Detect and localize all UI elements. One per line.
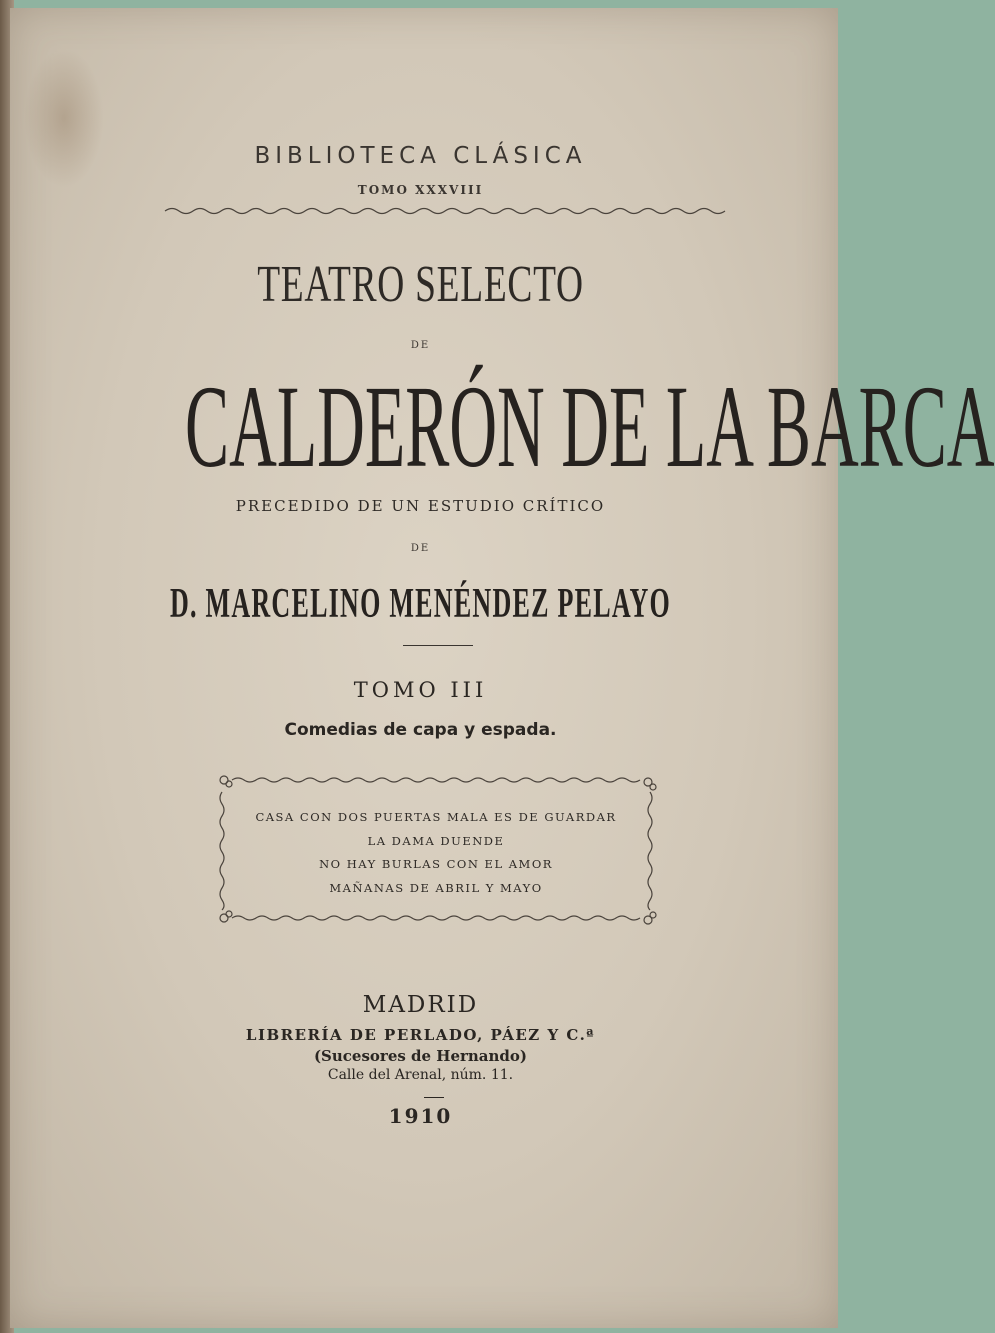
imprint-successors: (Sucesores de Hernando)	[313, 1047, 528, 1065]
play-title: NO HAY BURLAS CON EL AMOR	[319, 857, 553, 871]
series-title: BIBLIOTECA CLÁSICA	[254, 143, 587, 169]
imprint-publisher: LIBRERÍA DE PERLADO, PÁEZ Y C.ª	[245, 1026, 596, 1044]
de-connector-1: DE	[410, 340, 431, 351]
de-connector-2: DE	[410, 543, 431, 554]
imprint-city: MADRID	[362, 992, 479, 1018]
year-rule	[424, 1097, 444, 1098]
volume-number: TOMO III	[353, 678, 488, 702]
preceded-by-text: PRECEDIDO DE UN ESTUDIO CRÍTICO	[235, 497, 606, 515]
play-title: MAÑANAS DE ABRIL Y MAYO	[329, 880, 543, 895]
volume-subtitle: Comedias de capa y espada.	[284, 720, 557, 740]
wavy-rule	[165, 201, 731, 221]
critic-name: D. MARCELINO MENÉNDEZ PELAYO	[169, 581, 672, 627]
author-name: CALDERÓN DE LA BARCA	[185, 361, 995, 492]
play-title: LA DAMA DUENDE	[367, 833, 505, 848]
series-volume: TOMO XXXVIII	[357, 183, 484, 197]
imprint-year: 1910	[388, 1104, 453, 1128]
imprint-address: Calle del Arenal, núm. 11.	[327, 1067, 514, 1083]
plays-list	[212, 806, 660, 900]
play-title: CASA CON DOS PUERTAS MALA ES DE GUARDAR	[255, 810, 617, 824]
work-title: TEATRO SELECTO	[257, 256, 584, 313]
short-rule	[403, 645, 473, 646]
